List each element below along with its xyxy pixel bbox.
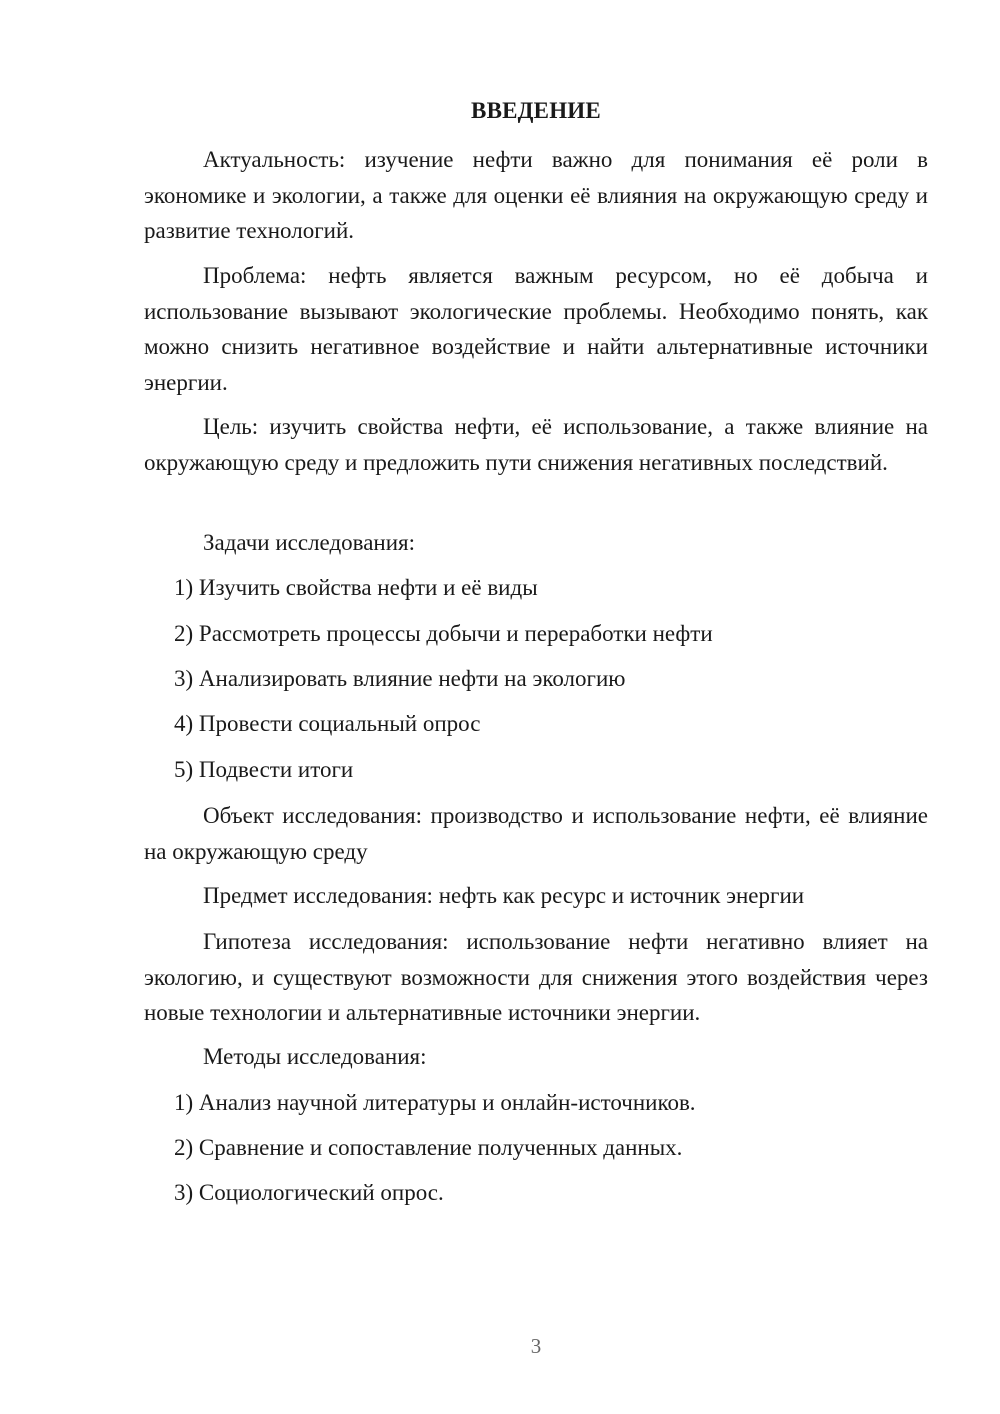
method-item: 2) Сравнение и сопоставление полученных данных. bbox=[174, 1135, 683, 1160]
task-item: 1) Изучить свойства нефти и её виды bbox=[174, 575, 538, 600]
tasks-title: Задачи исследования: bbox=[203, 530, 416, 555]
problem-paragraph: Проблема: нефть является важным ресурсом, но её добыча и использование вызывают экологические проблемы. Необходимо понять, как можно снизить негативное воздействие и найти альтернативные источники энергии. bbox=[144, 263, 928, 395]
task-item: 4) Провести социальный опрос bbox=[174, 711, 481, 736]
relevance-paragraph: Актуальность: изучение нефти важно для понимания её роли в экономике и экологии, а также для оценки её влияния на окружающую среду и развитие технологий. bbox=[144, 147, 928, 243]
goal-paragraph: Цель: изучить свойства нефти, её использование, а также влияние на окружающую среду и предложить пути снижения негативных последствий. bbox=[144, 414, 928, 475]
subject-paragraph: Предмет исследования: нефть как ресурс и источник энергии bbox=[203, 883, 805, 908]
task-item: 3) Анализировать влияние нефти на экологию bbox=[174, 666, 626, 691]
method-item: 1) Анализ научной литературы и онлайн-источников. bbox=[174, 1090, 696, 1115]
hypothesis-paragraph: Гипотеза исследования: использование нефти негативно влияет на экологию, и существуют возможности для снижения этого воздействия через новые технологии и альтернативные источники энергии. bbox=[144, 929, 928, 1025]
page-number: 3 bbox=[530, 1334, 542, 1358]
method-item: 3) Социологический опрос. bbox=[174, 1180, 444, 1205]
section-heading: ВВЕДЕНИЕ bbox=[471, 98, 601, 123]
object-paragraph: Объект исследования: производство и использование нефти, её влияние на окружающую среду bbox=[144, 803, 928, 864]
methods-title: Методы исследования: bbox=[203, 1044, 427, 1069]
task-item: 2) Рассмотреть процессы добычи и переработки нефти bbox=[174, 621, 713, 646]
task-item: 5) Подвести итоги bbox=[174, 757, 354, 782]
